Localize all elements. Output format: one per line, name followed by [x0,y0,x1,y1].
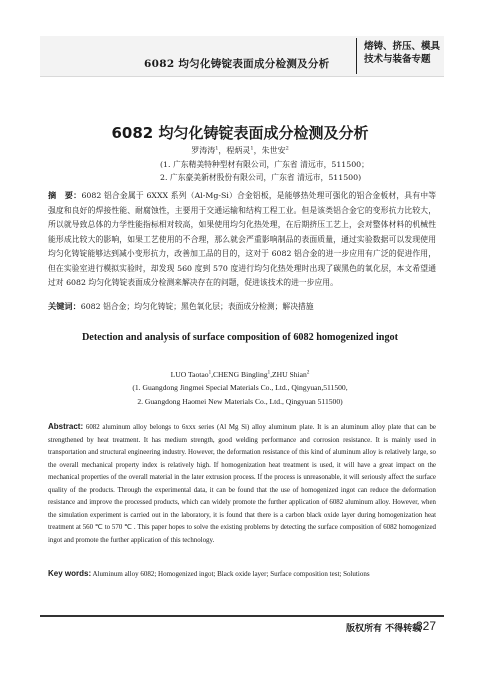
abstract-en-label: Abstract: [48,422,84,431]
author-en-1: LUO Taotao [170,370,209,379]
affiliation-zh-1: (1. 广东精美特种型材有限公司，广东省 清远市，511500； [160,160,369,169]
keywords-zh-text: 6082 铝合金；均匀化铸锭；黑色氧化层；表面成分检测；解决措施 [80,302,314,311]
author-en-2: ,CHENG Bingling [211,370,268,379]
keywords-zh [48,301,436,312]
author-en-2-sup: 1 [267,370,271,376]
author-zh-1-sup: 1 [215,145,219,152]
abstract-zh [48,188,436,291]
keywords-en-text: Aluminum alloy 6082; Homogenized ingot; Black oxide layer; Surface composition test; Solutions [92,570,370,578]
author-zh-3: ，朱世安 [253,146,286,155]
abstract-zh-label: 摘 要： [48,190,82,200]
journal-section-label [364,40,448,66]
paper-title-zh: 6082 均匀化铸锭表面成分检测及分析 [111,124,369,142]
author-en-1-sup: 1 [208,370,212,376]
footer-rule [40,615,444,617]
affiliation-zh-2: 2. 广东豪美新材股份有限公司，广东省 清远市，511500) [160,173,362,182]
journal-section-line-2: 技术与装备专题 [364,54,431,65]
author-zh-3-sup: 2 [285,145,289,152]
header-divider [356,38,357,74]
author-zh-2-sup: 1 [250,145,254,152]
keywords-zh-label: 关键词： [48,301,81,311]
abstract-zh-text: 6082 铝合金属于 6XXX 系列（Al-Mg-Si）合金铝板，是能够热处理可强化的铝合金板材，具有中等强度和良好的焊接性能、耐腐蚀性，主要用于交通运输和结构工程工业。但是该类铝合金它的变形抗力比较大，所以就导致总体的力学性能指标相对较高，如果使用均匀化热处理，在后期挤压工艺上，会对整体材料的机械性能形成比较大的影响，如果工艺使用的不合理，那么就会严重影响制品的表面质量，通过实验数据可以发现使用均匀化铸锭能够达到减小变形抗力，改善加工品的目的，这对于 6082 铝合金的进一步应用有广泛的促进作用，但在实验室进行模拟实验时，却发现 560 度到 570 度进行均匀化热处理时出现了碳黑色的氧化层，本文希望通过对 6082 均匀化铸锭表面成分检测来解决存在的问题，促进该技术的进一步应用。 [48,191,436,287]
journal-section-line-1: 熔铸、挤压、模具 [364,41,441,52]
paper-title-en: Detection and analysis of surface composition of 6082 homogenized ingot [81,332,399,343]
affiliation-en-1: (1. Guangdong Jingmei Special Materials Co., Ltd., Qingyuan,511500, [132,383,348,392]
abstract-en [48,421,436,547]
keywords-en [48,569,436,578]
authors-en [0,370,480,379]
author-zh-1: 罗涛涛 [191,146,216,155]
affiliation-en-2: 2. Guangdong Haomei New Materials Co., Ltd., Qingyuan 511500) [137,397,343,406]
abstract-en-text: 6082 aluminum alloy belongs to 6xxx series (Al Mg Si) alloy aluminum plate. It is an aluminum alloy plate that can be strengthened by heat treatment. It has medium strength, good welding performance and corrosion resistance. It is mainly used in transportation and structural engineering industry. However, the deformation resistance of this kind of aluminum alloy is relatively large, so the overall mechanical property index is relatively high. If homogenization heat treatment is used, it will have a great impact on the mechanical properties of the overall material in the later extrusion process. If the process is unreasonable, it will seriously affect the surface quality of the products. Through the experimental data, it can be found that the use of homogenized ingot can reduce the deformation resistance and improve the processed products, which can widely promote the further application of 6082 aluminum alloy. However, when the simulation experiment is carried out in the laboratory, it is found that there is a carbon black oxide layer during homogenization heat treatment at 560 ℃ to 570 ℃ . This paper hopes to solve the existing problems by detecting the surface composition of 6082 homogenized ingot and promote the further application of this technology. [48,424,436,544]
keywords-en-label: Key words: [48,569,92,578]
author-zh-2: ，程炳灵 [218,146,251,155]
authors-zh [0,145,480,156]
running-title: 6082 均匀化铸锭表面成分检测及分析 [144,58,330,70]
author-en-3: ,ZHU Shian [270,370,307,379]
page-number: 327 [416,619,437,633]
copyright-notice: 版权所有 不得转载 [346,624,422,634]
author-en-3-sup: 2 [306,370,310,376]
